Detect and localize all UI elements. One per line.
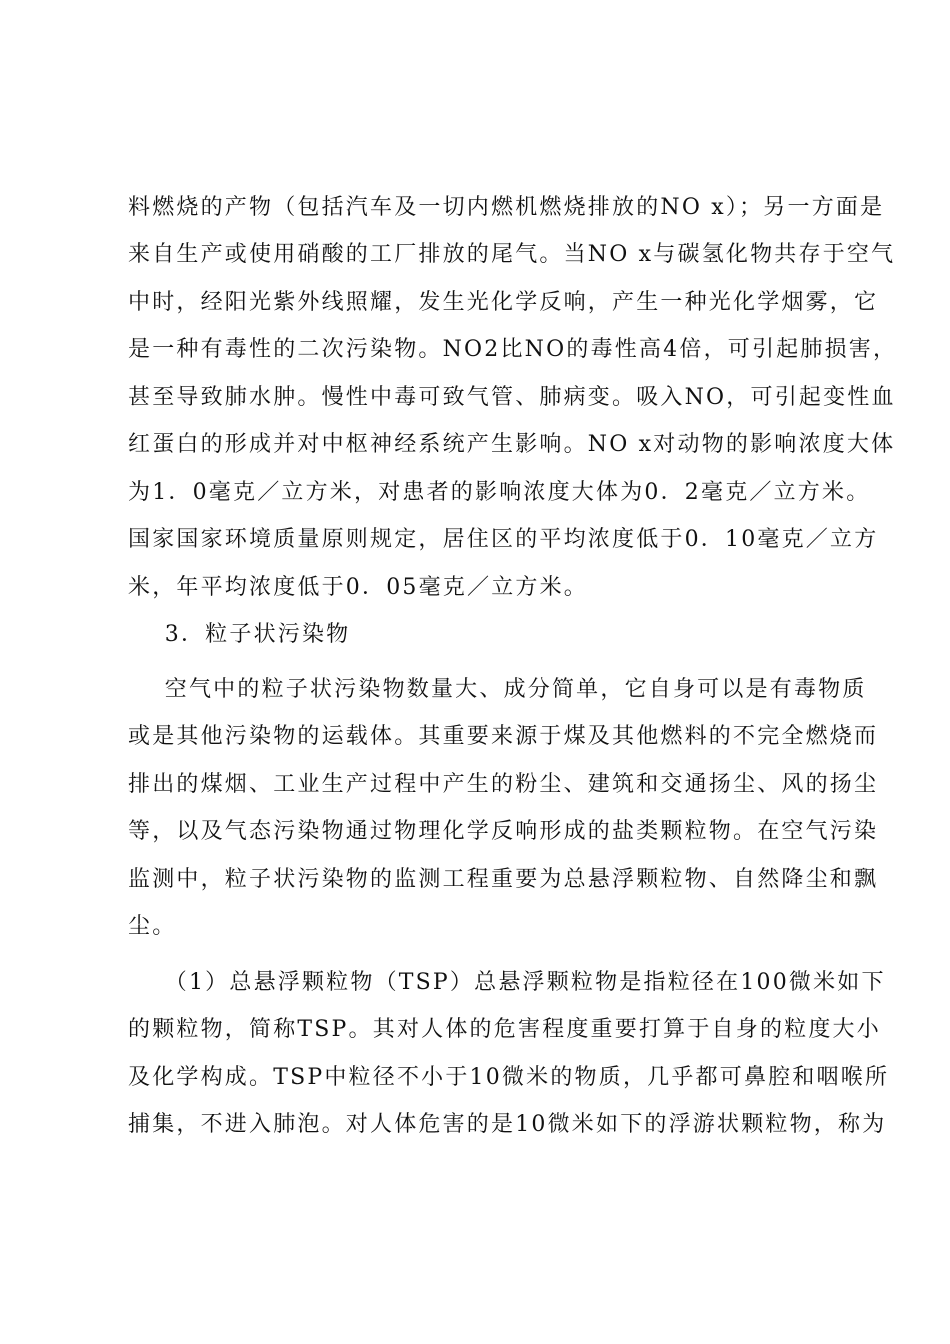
text-line: （1）总悬浮颗粒物（TSP）总悬浮颗粒物是指粒径在100微米如下	[128, 970, 886, 995]
text-line: 来自生产或使用硝酸的工厂排放的尾气。当NO x与碳氢化物共存于空气	[128, 242, 896, 267]
text-line: 排出的煤烟、工业生产过程中产生的粉尘、建筑和交通扬尘、风的扬尘	[128, 772, 879, 797]
text-line: 中时，经阳光紫外线照耀，发生光化学反响，产生一种光化学烟雾，它	[128, 290, 879, 315]
text-line: 米，年平均浓度低于0．05毫克／立方米。	[128, 575, 588, 600]
text-line: 红蛋白的形成并对中枢神经系统产生影响。NO x对动物的影响浓度大体	[128, 432, 896, 457]
text-line: 甚至导致肺水肿。慢性中毒可致气管、肺病变。吸入NO，可引起变性血	[128, 385, 896, 410]
text-line: 捕集，不进入肺泡。对人体危害的是10微米如下的浮游状颗粒物，称为	[128, 1112, 887, 1137]
text-line: 料燃烧的产物（包括汽车及一切内燃机燃烧排放的NO x）；另一方面是	[128, 195, 885, 220]
text-line: 为1．0毫克／立方米，对患者的影响浓度大体为0．2毫克／立方米。	[128, 480, 871, 505]
text-line: 是一种有毒性的二次污染物。NO2比NO的毒性高4倍，可引起肺损害，	[128, 337, 898, 362]
text-line: 的颗粒物，简称TSP。其对人体的危害程度重要打算于自身的粒度大小	[128, 1017, 881, 1042]
text-line: 等，以及气态污染物通过物理化学反响形成的盐类颗粒物。在空气污染	[128, 819, 879, 844]
text-line: 尘。	[128, 914, 177, 939]
text-line: 空气中的粒子状污染物数量大、成分简单，它自身可以是有毒物质	[128, 677, 867, 702]
text-line: 及化学构成。TSP中粒径不小于10微米的物质，几乎都可鼻腔和咽喉所	[128, 1065, 890, 1090]
text-line: 监测中，粒子状污染物的监测工程重要为总悬浮颗粒物、自然降尘和飘	[128, 867, 879, 892]
section-heading: 3．粒子状污染物	[128, 622, 351, 647]
text-line: 或是其他污染物的运载体。其重要来源于煤及其他燃料的不完全燃烧而	[128, 724, 879, 749]
text-line: 国家国家环境质量原则规定，居住区的平均浓度低于0．10毫克／立方	[128, 527, 879, 552]
